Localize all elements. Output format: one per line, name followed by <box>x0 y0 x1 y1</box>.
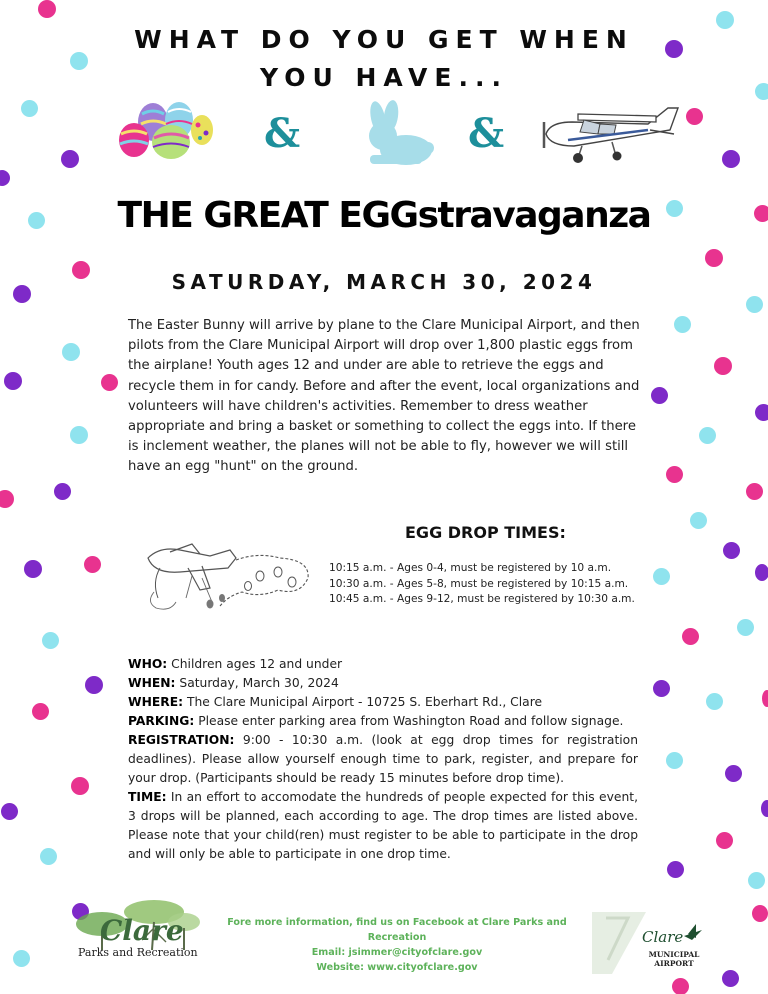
polka-dot <box>682 628 699 645</box>
airport-subtitle-line-2: AIRPORT <box>654 959 694 968</box>
clare-parks-subtitle: Parks and Recreation <box>78 946 198 959</box>
polka-dot <box>32 703 49 720</box>
polka-dot <box>1 803 18 820</box>
airport-wordmark: Clare <box>642 928 684 946</box>
ampersand-1: & <box>264 110 301 157</box>
drop-time-item: 10:45 a.m. - Ages 9-12, must be registered by 10:30 a.m. <box>329 593 635 605</box>
polka-dot <box>686 108 703 125</box>
detail-registration <box>128 731 638 788</box>
polka-dot <box>70 426 88 444</box>
detail-label: REGISTRATION: <box>128 733 235 747</box>
polka-dot <box>761 800 768 817</box>
detail-where <box>128 693 638 712</box>
intro-paragraph: The Easter Bunny will arrive by plane to the Clare Municipal Airport, and then pilots from the Clare Municipal Airport will drop over 1,800 plastic eggs from the airplane! Youth ages 12 and under are able to retrieve the eggs and recycle them in for candy. Before and after the event, local organizations and volunteers will have children's activities. Remember to dress weather appropriate and bring a basket or something to collect the eggs into. If there is inclement weather, the planes will not be able to fly, however we will still have an egg "hunt" on the ground. <box>128 318 640 475</box>
polka-dot <box>85 676 103 694</box>
polka-dot <box>762 690 768 707</box>
detail-text: The Clare Municipal Airport - 10725 S. Eberhart Rd., Clare <box>186 695 543 709</box>
bunny-icon <box>358 100 434 166</box>
footer-email: Email: jsimmer@cityofclare.gov <box>311 947 483 958</box>
footer-facebook: Fore more information, find us on Facebook at Clare Parks and Recreation <box>227 917 567 943</box>
drop-time-item: 10:15 a.m. - Ages 0-4, must be registered by 10 a.m. <box>329 562 612 574</box>
polka-dot <box>746 483 763 500</box>
polka-dot <box>0 490 14 508</box>
easter-eggs-icon <box>116 100 214 162</box>
detail-label: WHERE: <box>128 695 184 709</box>
polka-dot <box>690 512 707 529</box>
polka-dot <box>722 970 739 987</box>
polka-dot <box>666 466 683 483</box>
polka-dot <box>13 950 30 967</box>
polka-dot <box>54 483 71 500</box>
polka-dot <box>62 343 80 361</box>
polka-dot <box>699 427 716 444</box>
polka-dot <box>651 387 668 404</box>
clare-airport-logo <box>588 908 708 974</box>
polka-dot <box>723 542 740 559</box>
detail-label: TIME: <box>128 790 167 804</box>
polka-dot <box>24 560 42 578</box>
detail-text: Saturday, March 30, 2024 <box>179 676 339 690</box>
detail-text: Children ages 12 and under <box>171 657 343 671</box>
polka-dot <box>722 150 740 168</box>
polka-dot <box>21 100 38 117</box>
polka-dot <box>42 632 59 649</box>
polka-dot <box>755 404 768 421</box>
polka-dot <box>705 249 723 267</box>
clare-parks-wordmark: Clare <box>100 914 184 947</box>
airport-subtitle <box>642 950 706 968</box>
detail-label: PARKING: <box>128 714 195 728</box>
polka-dot <box>752 905 768 922</box>
detail-text: Please enter parking area from Washington Road and follow signage. <box>198 714 624 728</box>
polka-dot <box>653 568 670 585</box>
polka-dot <box>4 372 22 390</box>
airplane-egg-drop-sketch-icon <box>140 538 320 618</box>
polka-dot <box>61 150 79 168</box>
detail-text: In an effort to accomodate the hundreds of people expected for this event, 3 drops will be planned, each according to age. The drop times are listed above. Please note that your child(ren) must register to be able to participate in the drop and will only be able to participate in one drop time. <box>128 790 638 861</box>
polka-dot <box>716 832 733 849</box>
detail-when <box>128 674 638 693</box>
egg-drop-heading: EGG DROP TIMES: <box>405 523 566 542</box>
polka-dot <box>84 556 101 573</box>
ampersand-2: & <box>468 110 505 157</box>
footer-contact <box>216 915 578 975</box>
polka-dot <box>0 170 10 186</box>
polka-dot <box>672 978 689 994</box>
polka-dot <box>667 861 684 878</box>
polka-dot <box>101 374 118 391</box>
event-title: THE GREAT EGGstravaganza <box>117 195 651 236</box>
clare-parks-logo <box>72 898 202 963</box>
detail-label: WHEN: <box>128 676 176 690</box>
polka-dot <box>706 693 723 710</box>
polka-dot <box>737 619 754 636</box>
polka-dot <box>674 316 691 333</box>
polka-dot <box>748 872 765 889</box>
detail-label: WHO: <box>128 657 168 671</box>
polka-dot <box>71 777 89 795</box>
airport-subtitle-line-1: MUNICIPAL <box>648 950 700 959</box>
egg-drop-times-list <box>329 561 635 608</box>
polka-dot <box>38 0 56 18</box>
polka-dot <box>755 564 768 581</box>
detail-parking <box>128 712 638 731</box>
polka-dot <box>714 357 732 375</box>
detail-text: 9:00 - 10:30 a.m. (look at egg drop times for registration deadlines). Please allow yourself enough time to park, register, and prepare for your drop. (Participants should be ready 15 minutes before drop time). <box>128 733 638 785</box>
headline-line-2: YOU HAVE... <box>260 63 508 92</box>
polka-dot <box>746 296 763 313</box>
polka-dot <box>666 752 683 769</box>
drop-time-item: 10:30 a.m. - Ages 5-8, must be registered by 10:15 a.m. <box>329 577 629 590</box>
polka-dot <box>40 848 57 865</box>
detail-time <box>128 788 638 864</box>
airplane-icon <box>538 100 684 166</box>
event-date: SATURDAY, MARCH 30, 2024 <box>171 270 597 294</box>
detail-who <box>128 655 638 674</box>
event-details <box>128 655 638 864</box>
footer-website: Website: www.cityofclare.gov <box>316 962 478 973</box>
headline-line-1: WHAT DO YOU GET WHEN <box>134 25 634 54</box>
polka-dot <box>725 765 742 782</box>
polka-dot <box>653 680 670 697</box>
